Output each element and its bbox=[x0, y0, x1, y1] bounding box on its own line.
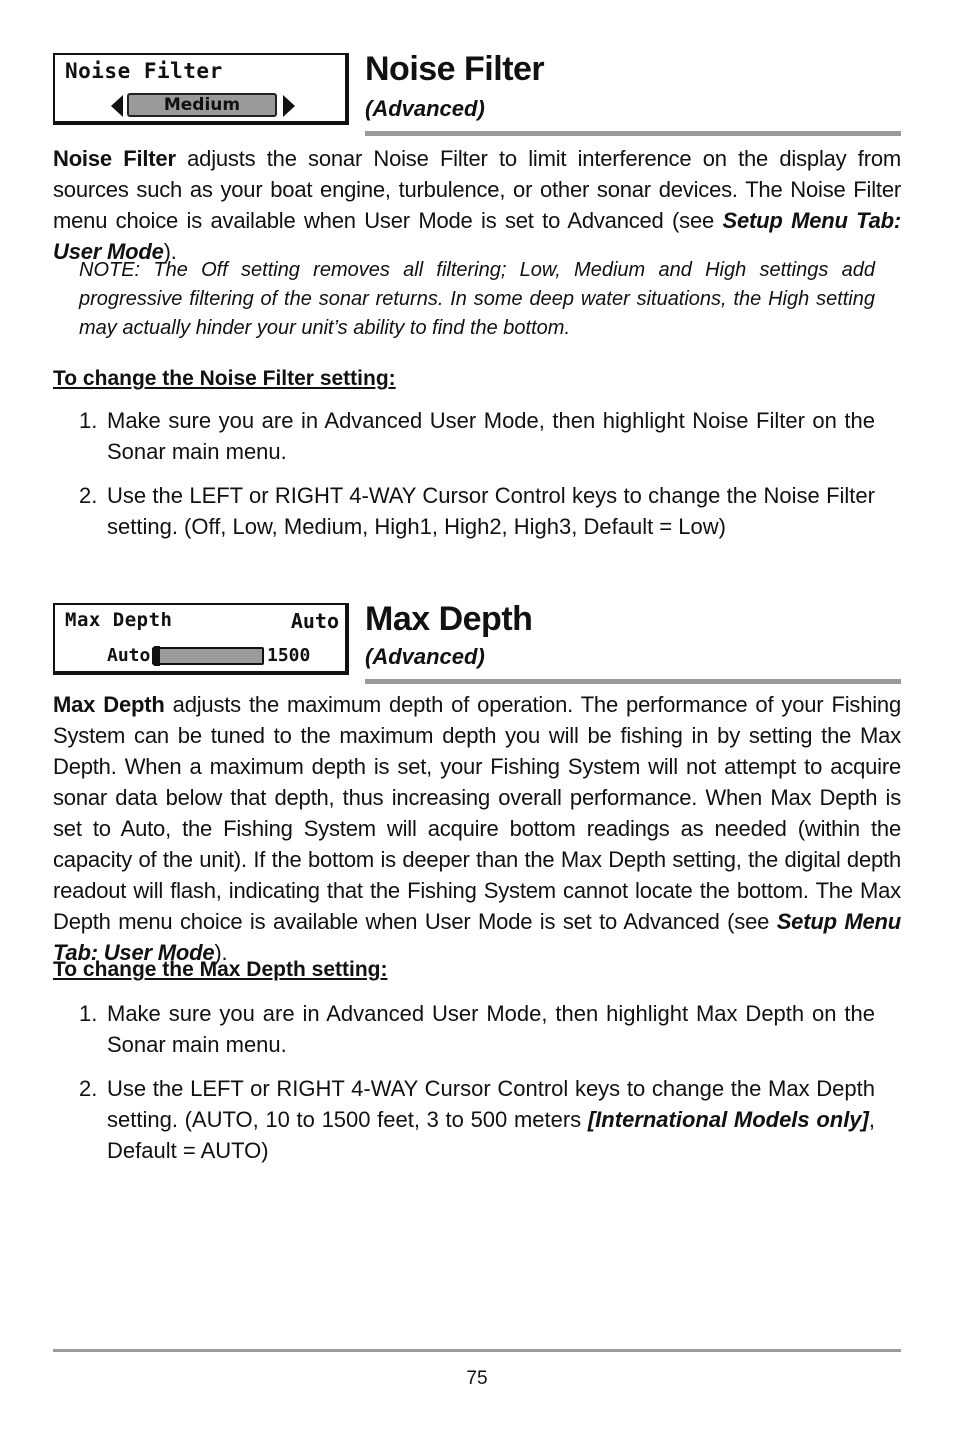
note-text: The Off setting removes all filtering; Low, Medium and High settings add progressive filtering of the sonar returns. In some deep water situations, the High setting may actually hinder your unit’s ability to find the bottom. bbox=[79, 259, 875, 339]
step-number: 2. bbox=[79, 1076, 98, 1101]
arrow-left-icon bbox=[111, 95, 123, 117]
widget-value: Medium bbox=[127, 93, 277, 117]
arrow-right-icon bbox=[283, 95, 295, 117]
step-text-part: , Default = AUTO) bbox=[107, 1107, 875, 1163]
section-subheading: (Advanced) bbox=[365, 96, 485, 121]
term: Max Depth bbox=[53, 692, 165, 717]
widget-title: Noise Filter bbox=[65, 59, 223, 83]
widget-current-value: Auto bbox=[290, 609, 339, 633]
step-text-part: Use the LEFT or RIGHT 4-WAY Cursor Control keys to change the Max Depth setting. (AUTO, 10 to 1500 feet, 3 to 500 meters bbox=[107, 1076, 875, 1132]
noise-filter-menu-widget bbox=[53, 53, 349, 125]
description-end: ). bbox=[163, 239, 177, 264]
section-heading-max-depth: Max Depth bbox=[365, 600, 533, 638]
step-number: 1. bbox=[79, 1001, 98, 1026]
section-heading-noise-filter: Noise Filter bbox=[365, 50, 545, 88]
procedure-heading: To change the Max Depth setting: bbox=[53, 958, 388, 981]
procedure-step bbox=[79, 1073, 875, 1166]
step-text: Use the LEFT or RIGHT 4-WAY Cursor Control keys to change the Noise Filter setting. (Off, Low, Medium, High1, High2, High3, Default = Low) bbox=[107, 483, 875, 539]
note-label: NOTE: bbox=[79, 259, 141, 281]
max-depth-description bbox=[53, 689, 901, 968]
slider-max-label: 1500 bbox=[267, 645, 311, 666]
slider-knob bbox=[154, 646, 160, 666]
step-number: 2. bbox=[79, 483, 98, 508]
slider-min-label: Auto bbox=[107, 645, 151, 666]
procedure-step bbox=[79, 998, 875, 1060]
max-depth-menu-widget bbox=[53, 603, 349, 675]
procedure-heading: To change the Noise Filter setting: bbox=[53, 367, 396, 390]
page-number: 75 bbox=[466, 1368, 488, 1389]
step-emphasis: [International Models only] bbox=[587, 1107, 869, 1132]
step-text: Make sure you are in Advanced User Mode, then highlight Max Depth on the Sonar main menu. bbox=[107, 1001, 875, 1057]
procedure-step bbox=[79, 405, 875, 467]
section-subheading: (Advanced) bbox=[365, 644, 485, 669]
term: Noise Filter bbox=[53, 146, 176, 171]
cross-reference: Setup Menu Tab: User Mode bbox=[53, 909, 901, 965]
step-number: 1. bbox=[79, 408, 98, 433]
widget-title: Max Depth bbox=[65, 609, 173, 631]
section-rule bbox=[365, 679, 901, 684]
section-rule bbox=[365, 131, 901, 136]
note bbox=[79, 256, 875, 343]
description-text: adjusts the maximum depth of operation. The performance of your Fishing System can be tuned to the maximum depth you will be fishing in by setting the Max Depth. When a maximum depth is set, your Fishing System will not attempt to acquire sonar data below that depth, thus increasing overall performance. When Max Depth is set to Auto, the Fishing System will acquire bottom readings as needed (within the capacity of the unit). If the bottom is deeper than the Max Depth setting, the digital depth readout will flash, indicating that the Fishing System cannot locate the bottom. The Max Depth menu choice is available when User Mode is set to Advanced (see bbox=[53, 692, 902, 934]
description-text: adjusts the sonar Noise Filter to limit interference on the display from sources such as your boat engine, turbulence, or other sonar devices. The Noise Filter menu choice is available when User Mode is set to Advanced (see bbox=[53, 146, 901, 233]
depth-slider bbox=[152, 647, 264, 665]
cross-reference: Setup Menu Tab: User Mode bbox=[53, 208, 901, 264]
description-end: ). bbox=[214, 940, 228, 965]
footer-rule bbox=[53, 1349, 901, 1352]
step-text bbox=[107, 1073, 875, 1166]
step-text: Make sure you are in Advanced User Mode, then highlight Noise Filter on the Sonar main menu. bbox=[107, 408, 875, 464]
noise-filter-description bbox=[53, 143, 901, 267]
procedure-step bbox=[79, 480, 875, 542]
